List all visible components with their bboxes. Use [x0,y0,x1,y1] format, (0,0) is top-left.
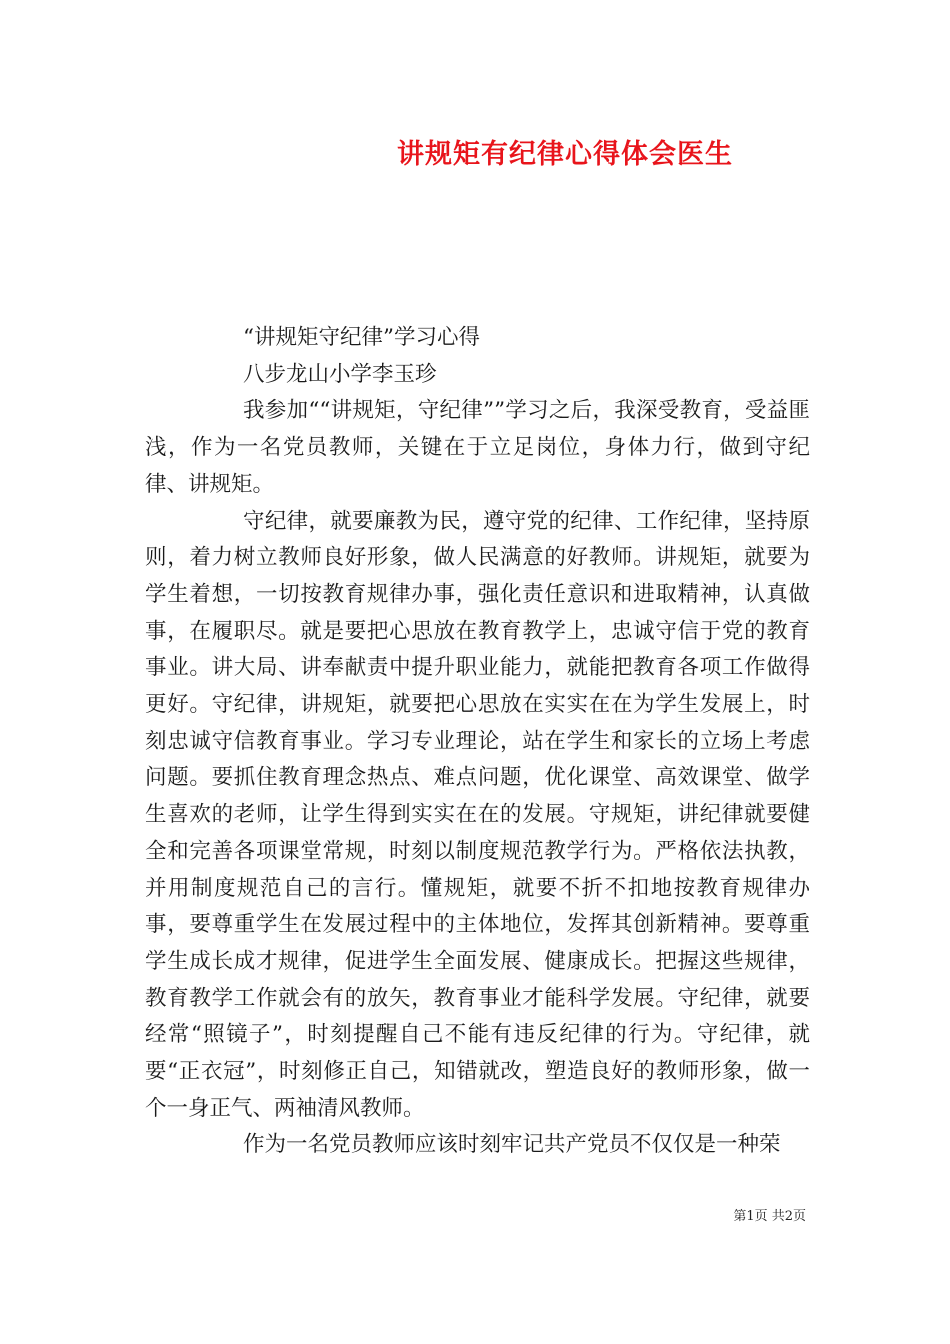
document-body [145,320,810,1164]
page-title: 讲规矩有纪律心得体会医生 [397,139,733,170]
page-footer: 第1页 共2页 [733,1209,806,1224]
subtitle: “讲规矩守纪律”学习心得 [243,325,480,350]
paragraph-1: 我参加““讲规矩，守纪律””学习之后，我深受教育，受益匪浅，作为一名党员教师，关键在于立足岗位，身体力行，做到守纪律、讲规矩。 [145,398,810,497]
paragraph-3: 作为一名党员教师应该时刻牢记共产党员不仅仅是一种荣 [243,1132,781,1158]
paragraph-2: 守纪律，就要廉教为民，遵守党的纪律、工作纪律，坚持原则，着力树立教师良好形象，做人民满意的好教师。讲规矩，就要为学生着想，一切按教育规律办事，强化责任意识和进取精神，认真做事，在履职尽。就是要把心思放在教育教学上，忠诚守信于党的教育事业。讲大局、讲奉献责中提升职业能力，就能把教育各项工作做得更好。守纪律，讲规矩，就要把心思放在实实在在为学生发展上，时刻忠诚守信教育事业。学习专业理论，站在学生和家长的立场上考虑问题。要抓住教育理念热点、难点问题，优化课堂、高效课堂、做学生喜欢的老师，让学生得到实实在在的发展。守规矩，讲纪律就要健全和完善各项课堂常规，时刻以制度规范教学行为。严格依法执教，并用制度规范自己的言行。懂规矩，就要不折不扣地按教育规律办事，要尊重学生在发展过程中的主体地位，发挥其创新精神。要尊重学生成长成才规律，促进学生全面发展、健康成长。把握这些规律，教育教学工作就会有的放矢，教育事业才能科学发展。守纪律，就要经常“照镜子”，时刻提醒自己不能有违反纪律的行为。守纪律，就要“正衣冠”，时刻修正自己，知错就改，塑造良好的教师形象，做一个一身正气、两袖清风教师。 [145,508,810,1121]
author-line: 八步龙山小学李玉珍 [243,361,437,387]
